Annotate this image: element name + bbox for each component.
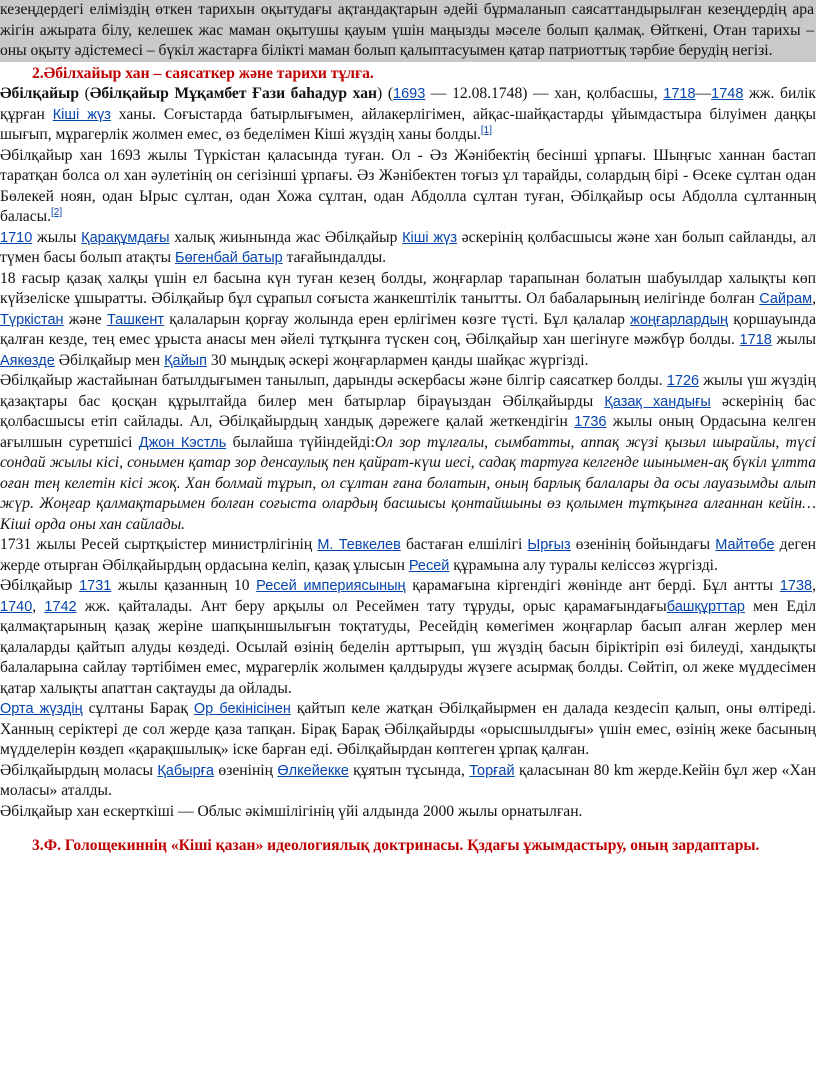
link-1738[interactable]: 1738 xyxy=(779,578,813,594)
link-kishi-zhuz-2[interactable]: Кіші жүз xyxy=(402,229,458,246)
link-1718[interactable]: 1718 xyxy=(663,86,696,102)
name-bold: Әбілқайыр xyxy=(0,85,80,102)
link-bogenbay[interactable]: Бөгенбай батыр xyxy=(175,250,283,266)
link-1748[interactable]: 1748 xyxy=(711,86,744,102)
paragraph-biography: Әбілқайыр (Әбілқайыр Мұқамбет Ғази баһадур хан) (1693 — 12.08.1748) — хан, қолбасшы, 1718—1748 жж. билік құрған Кіші жүз ханы. Соғыстарда батырлығымен, айлакерлігімен, айқас-шайқастарды ұйымдастыра білуімен даңқы шығып, мұрагерлік жолмен емес, өз беделімен Кіші жүздің ханы болды.[1] xyxy=(0,85,816,143)
link-bashkirs[interactable]: башқұрттар xyxy=(666,598,745,615)
paragraph-leader: Әбілқайыр жастайынан батылдығымен танылып, дарынды әскербасы және білгір саясаткер болды. 1726 жылы үш жүздің қазақтары бас қосқан құрылтайда билер мен батырлар біраүыздан Әбілқайырды Қазақ хандығы әскерінің бас қолбасшысы етіп сайлады. Ал, Әбілқайырдың хандық дәрежеге қалай жеткендігін 1736 жылы оның Ордасына келген ағылшын суретшісі Джон Кэстль былайша түйіндейді:Ол зор тұлғалы, сымбатты, аппақ жүзі қызыл шырайлы, түсі сондай жылы кісі, сонымен қатар зор денсаулық пен қайрат-күш иесі, садақ тартуға келгенде шынымен-ақ бүкіл ұлтта оған тең келетін кісі жоқ. Хан болмай тұрып, ол сұлтан ғана болатын, оның барлық балалары да осы лауазымды алып жүр. Жоңғар қалмақтарымен болған соғыста олардың басшысы қонтайшыны өз қолымен тұтқынға алғаннан кейін… Кіші орда оны хан сайлады. xyxy=(0,372,816,533)
link-tashkent[interactable]: Ташкент xyxy=(106,311,165,328)
link-karakum[interactable]: Қарақұмдағы xyxy=(81,229,170,246)
footnote-1-link[interactable]: [1] xyxy=(480,124,492,136)
link-1710[interactable]: 1710 xyxy=(0,229,33,246)
link-russia[interactable]: Ресей xyxy=(408,557,450,574)
link-1736[interactable]: 1736 xyxy=(574,414,607,430)
link-1693[interactable]: 1693 xyxy=(393,86,426,102)
link-orta-zhuz[interactable]: Орта жүздің xyxy=(0,701,83,717)
paragraph-russia-mission: 1731 жылы Ресей сыртқыістер министрлігінің М. Тевкелев бастаған елшілігі Ырғыз өзенінің бойындағы Майтөбе деген жерде отырған Әбілқайырдың ордасына келіп, қазақ ұлысын Ресей құрамына алу туралы келіссөз жүргізді. xyxy=(0,536,816,574)
link-russian-empire[interactable]: Ресей империясының xyxy=(256,578,406,594)
link-john-castle[interactable]: Джон Кэстль xyxy=(138,434,227,451)
paragraph-death: Орта жүздің сұлтаны Барақ Ор бекінісінен қайтып келе жатқан Әбілқайырмен ен далада кездесіп қалып, оны өлтіреді. Ханның серіктері де сол жерде қаза тапқан. Бірақ Барақ Әбілқайырды «орысшылдығы» үшін емес, өзінің жеке басының мүдделерін көздеп «қарақшылық» іске барған еді. Әбілқайырдан көптеген ұрпақ қалған. xyxy=(0,700,816,758)
link-dzhungars[interactable]: жоңғарлардың xyxy=(630,311,728,328)
footnote-2-link[interactable]: [2] xyxy=(51,206,63,218)
paragraph-dzungar-war: 18 ғасыр қазақ халқы үшін ел басына күн туған кезең болды, жоңғарлар тарапынан болатын шабуылдар халықты көп күйзеліске ұшыратты. Әбілқайыр бұл сұрапыл соғыста жанкештілік танытты. Ол бабаларының иелігінде болған Сайрам, Түркістан және Ташкент қалаларын қорғау жолында ерен ерлігімен көзге түсті. Бұл қалалар жоңғарлардың қоршауында қалған кезде, тең емес ұрыста анасы мен әйелі тұтқынға түскен соң, Әбілқайыр хан шегінуге мәжбүр болды. 1718 жылы Аякөзде Әбілқайыр мен Қайып 30 мыңдық әскері жоңғарлармен қанды шайқас жүргізді. xyxy=(0,269,816,369)
link-tevkelev[interactable]: М. Тевкелев xyxy=(317,537,401,553)
link-1718-b[interactable]: 1718 xyxy=(739,332,772,348)
link-kabyrga[interactable]: Қабырға xyxy=(157,762,214,779)
link-kishi-zhuz[interactable]: Кіші жүз xyxy=(52,106,111,123)
link-torgay[interactable]: Торғай xyxy=(469,762,515,779)
section-title: 2.Әбілхайыр хан – саясаткер және тарихи тұлға. xyxy=(32,64,374,82)
paragraph-monument: Әбілқайыр хан ескерткіші — Облыс әкімшілігінің үйі алдында 2000 жылы орнатылған. xyxy=(0,802,583,820)
paragraph-origin: Әбілқайыр хан 1693 жылы Түркістан қаласында туған. Ол - Әз Жәнібектің бесінші ұрпағы. Шыңғыс ханнан бастап таратқан болса ол хан әулетінің он сегізінші ұрпағы. Әз Жәнібектен тоғыз ұл тарайды, солардың бірі - Өсеке сұлтан одан Бөлекей ноян, одан Ырыс сұлтан, одан Хожа сұлтан, одан Абдолла сұлтан туған, Әбілқайыр осы Абдолла сұлтанның баласы.[2] xyxy=(0,146,816,225)
next-section-title: 3.Ф. Голощекиннің «Кіші қазан» идеологиялық доктринасы. Қздағы ұжымдастыру, оның зардаптары. xyxy=(32,837,760,854)
link-1740[interactable]: 1740 xyxy=(0,598,33,615)
link-maytobe[interactable]: Майтөбе xyxy=(715,537,775,553)
link-yrgyz[interactable]: Ырғыз xyxy=(527,537,571,553)
link-kayyp[interactable]: Қайып xyxy=(164,352,207,369)
castle-quote: Ол зор тұлғалы, сымбатты, аппақ жүзі қызыл шырайлы, түсі сондай жылы кісі, сонымен қатар зор денсаулық пен қайрат-күш иесі, садақ тартуға келгенде шынымен-ақ бүкіл ұлтта оған тең келетін кісі жоқ. Хан болмай тұрып, ол сұлтан ғана болатын, оның барлық балалары да осы лауазымды алып жүр. Жоңғар қалмақтарымен болған соғыста олардың басшысы қонтайшыны өз қолымен тұтқынға алғаннан кейін… Кіші орда оны хан сайлады. xyxy=(0,433,816,533)
link-1731[interactable]: 1731 xyxy=(79,578,112,594)
link-1742[interactable]: 1742 xyxy=(44,598,77,615)
full-name-bold: Әбілқайыр Мұқамбет Ғази баһадур хан xyxy=(89,85,378,102)
intro-paragraph: кезеңдердегі еліміздің өткен тарихын оқытудағы ақтандақтарын әдейі бұрмаланып саясаттандырылған кезеңдердің ара жігін ажырата білу, келешек жас маман оқытушы қауым үшін маңызды мәселе болып қалмақ. Өйткені, Отан тарихы – оны оқыту әдістемесі – бүкіл жастарға білікті маман болып қалыптасуымен қатар патриоттық тәрбие берудің негізі. xyxy=(0,0,816,62)
link-1726[interactable]: 1726 xyxy=(666,373,700,389)
link-olkeyek[interactable]: Өлкейекке xyxy=(277,762,349,779)
paragraph-election: 1710 жылы Қарақұмдағы халық жиынында жас Әбілқайыр Кіші жүз әскерінің қолбасшысы және хан болып сайланды, ал түмен басы болып атақты Бөгенбай батыр тағайындалды. xyxy=(0,228,816,266)
link-sayram[interactable]: Сайрам xyxy=(759,291,813,307)
paragraph-grave: Әбілқайырдың моласы Қабырға өзенінің Өлкейекке құятын тұсында, Торғай қаласынан 80 km жерде.Кейін бұл жер «Хан моласы» аталды. xyxy=(0,761,816,799)
link-turkistan[interactable]: Түркістан xyxy=(0,311,64,328)
link-kazakh-khanate[interactable]: Қазақ хандығы xyxy=(604,393,711,410)
link-or-fortress[interactable]: Ор бекінісінен xyxy=(193,701,291,717)
paragraph-oath: Әбілқайыр 1731 жылы қазанның 10 Ресей империясының қарамағына кіргендігі жөнінде ант берді. Бұл антты 1738, 1740, 1742 жж. қайталады. Ант беру арқылы ол Ресеймен тату тұруды, орыс қарамағындағыбашқұрттар мен Еділ қалмақтарының қазақ жеріне шапқыншылығын тоқтатуды, Ресейдің көмегімен жоңғарлар басып алған жерлер мен қалаларды қайтып алуды көздеді. Осылай өзінің беделін арттырып, үш жүздің басын біріктіріп өзі билеуді, хандықты балаларына сайлау тәртібімен емес, мұрагерлік жолымен қалдыруды жүзеге асырмақ болды. Сөйтіп, ол жеке мүддесімен қатар халықты апаттан сақтауды да ойлады. xyxy=(0,577,816,697)
link-ayakoz[interactable]: Аякөзде xyxy=(0,352,55,369)
